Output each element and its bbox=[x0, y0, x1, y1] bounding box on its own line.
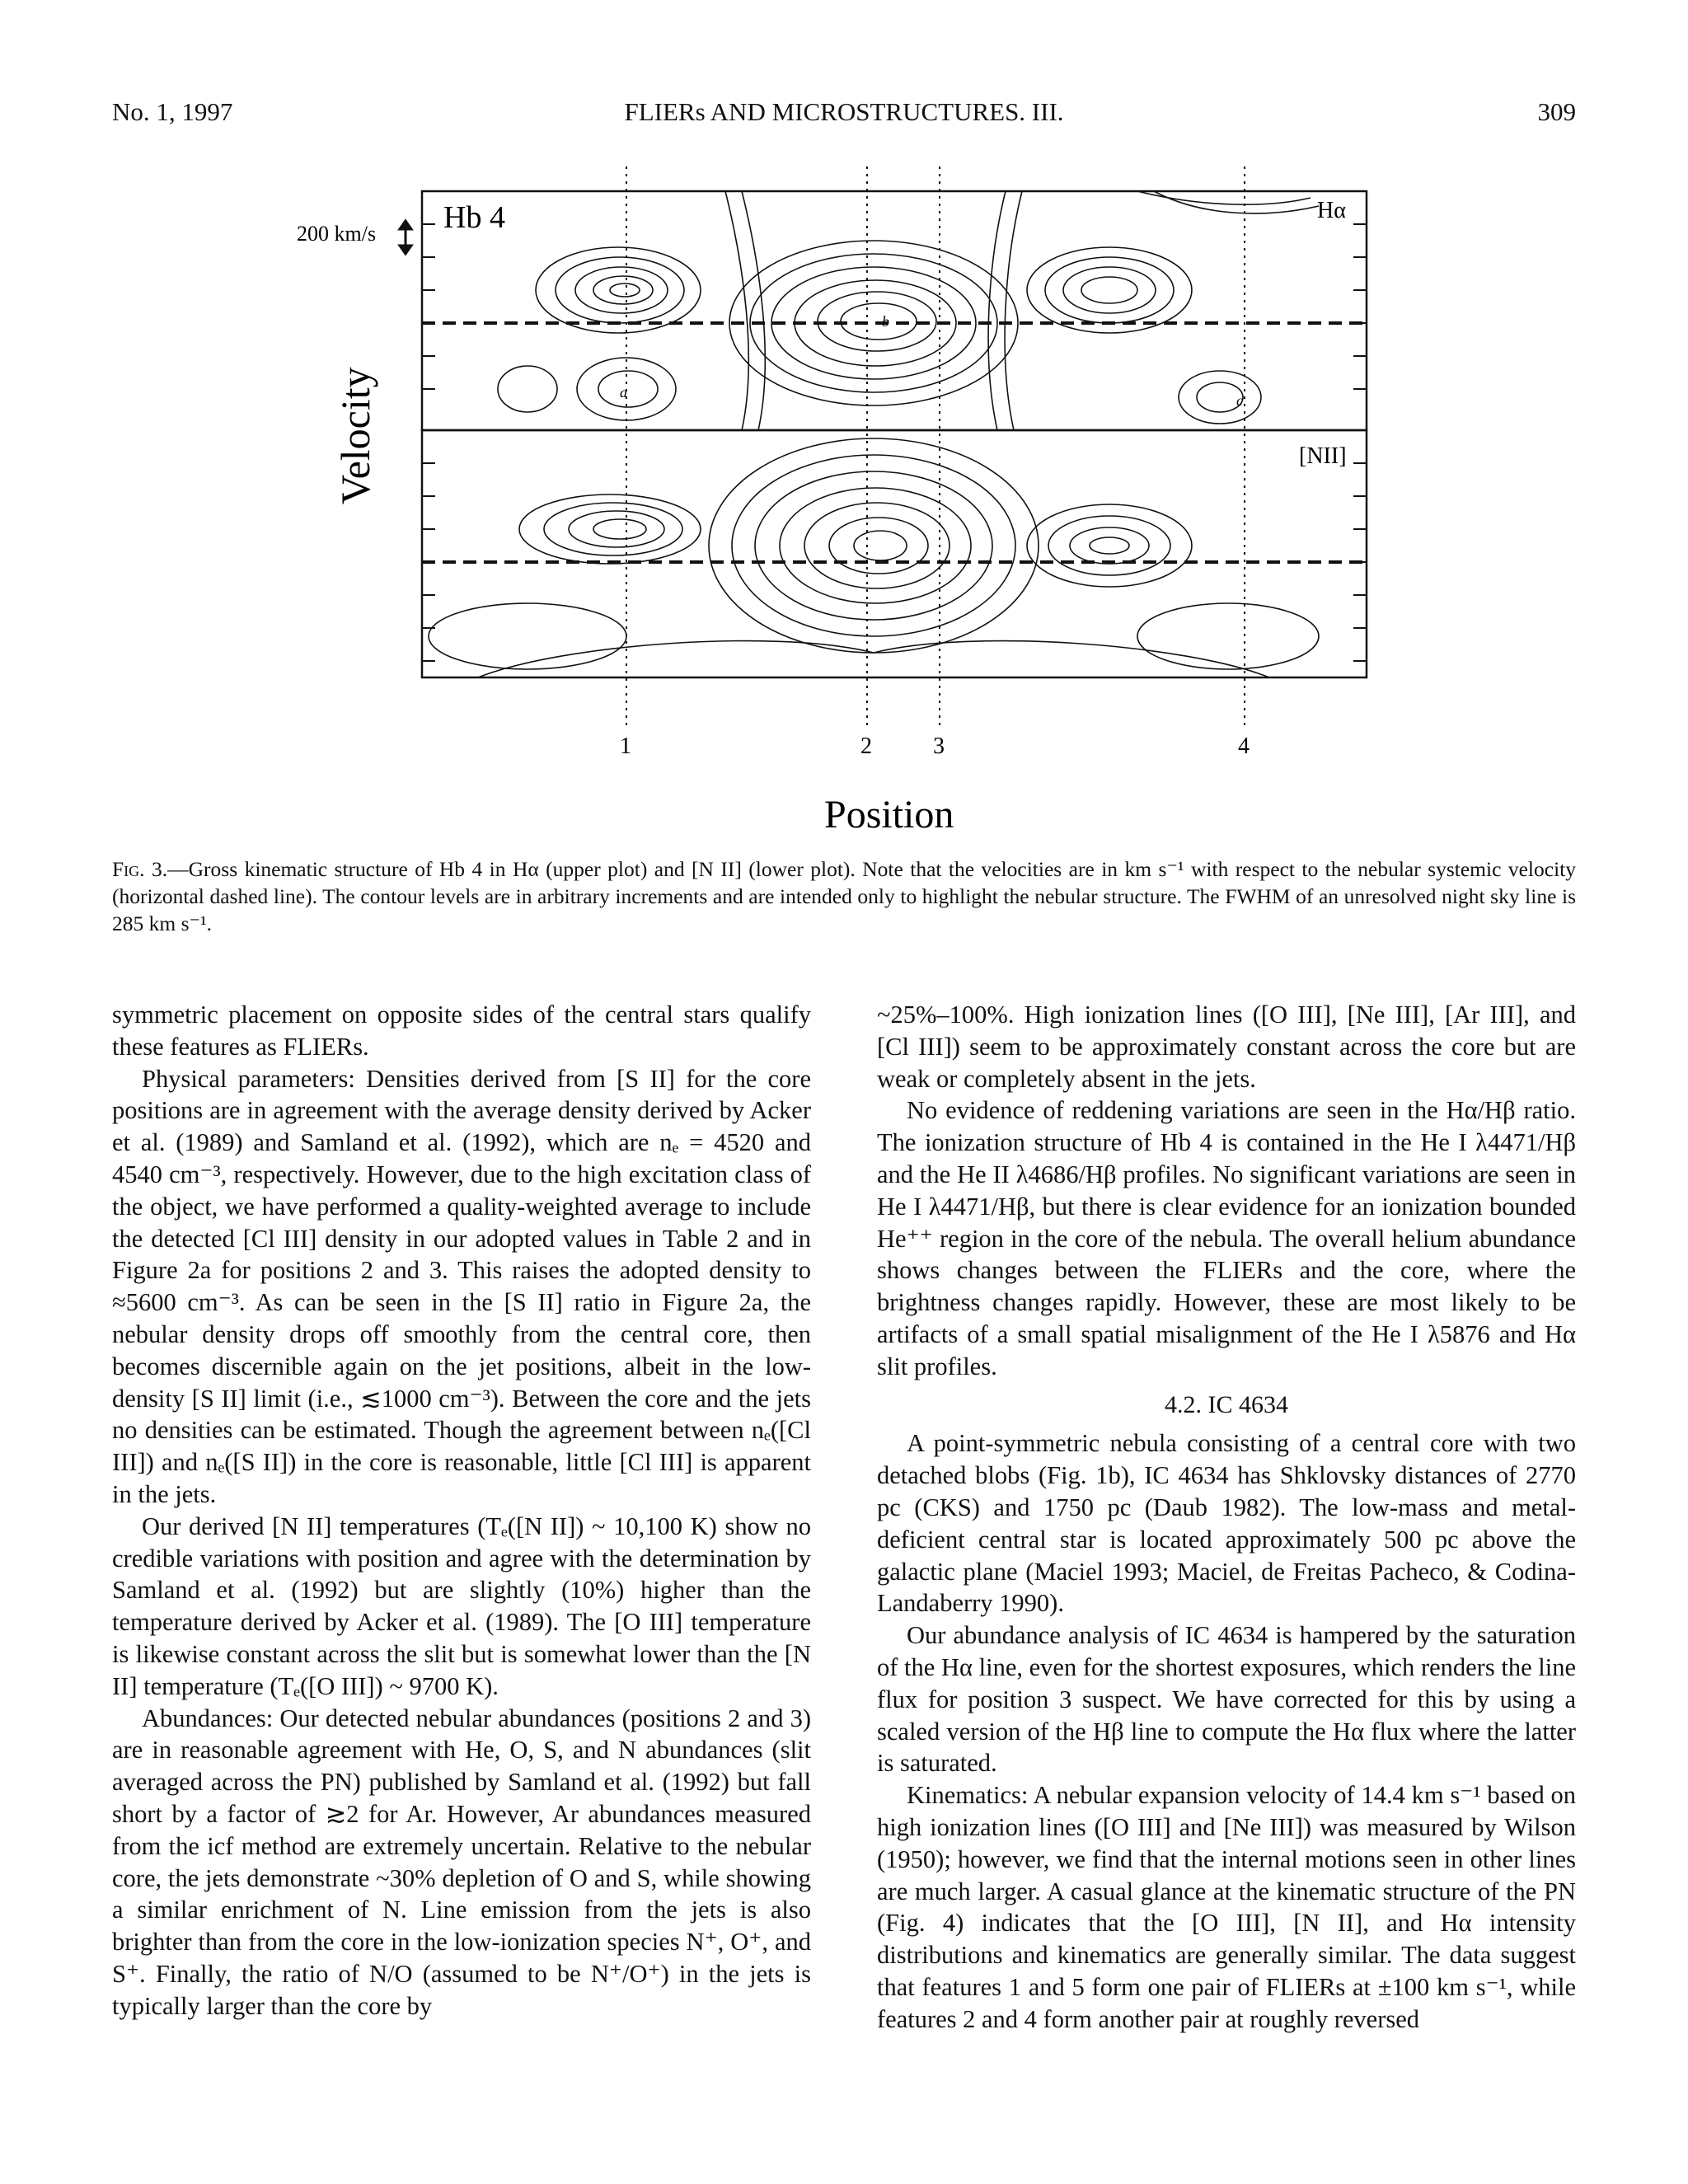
position-label-4: 4 bbox=[1238, 733, 1250, 759]
panel-top-frame bbox=[422, 191, 1367, 430]
position-label-2: 2 bbox=[860, 733, 872, 759]
kinematic-figure bbox=[280, 158, 1385, 867]
contours-lower bbox=[429, 438, 1319, 677]
panel-bottom-line-label: [NII] bbox=[1299, 443, 1347, 469]
page-number: 309 bbox=[1537, 97, 1576, 126]
y-axis-label: Velocity bbox=[332, 367, 378, 504]
scale-label: 200 km/s bbox=[297, 222, 377, 246]
right-column bbox=[877, 999, 1576, 2036]
running-header bbox=[112, 97, 1576, 130]
position-label-3: 3 bbox=[933, 733, 945, 759]
right-paragraph-2: No evidence of reddening variations are seen in the Hα/Hβ ratio. The ionization structure of Hb 4 is contained in the He I λ4471/Hβ and the He II λ4686/Hβ profiles. No significant variations are seen in He I λ4471/Hβ, but there is clear evidence for an ionization bounded He⁺⁺ region in the core of the nebula. The overall helium abundance shows changes between the FLIERs and the core, where the brightness changes rapidly. However, these are most likely to be artifacts of a small spatial misalignment of the He I λ5876 and Hα slit profiles. bbox=[877, 1096, 1576, 1380]
contour-marker-c: c bbox=[1236, 392, 1243, 409]
right-paragraph-3: A point-symmetric nebula consisting of a central core with two detached blobs (Fig. 1b), IC 4634 has Shklovsky distances of 2770 pc (CKS) and 1750 pc (Daub 1982). The low-mass and metal-deficient central star is located approximately 500 pc above the galactic plane (Maciel 1993; Maciel, de Freitas Pacheco, & Codina-Landaberry 1990). bbox=[877, 1429, 1576, 1618]
y-ticks bbox=[422, 224, 1367, 661]
header-title: FLIERs AND MICROSTRUCTURES. III. bbox=[624, 97, 1064, 126]
scale-arrow-icon bbox=[400, 221, 411, 254]
panel-top-object-label: Hb 4 bbox=[443, 200, 505, 235]
left-paragraph-2: Physical parameters: Densities derived from [S II] for the core positions are in agreement with the average density derived by Acker et al. (1989) and Samland et al. (1992), which are nₑ = 4520 and 4540 cm⁻³, respectively. However, due to the high excitation class of the object, we have performed a quality-weighted average to include the detected [Cl III] density in our adopted values in Table 2 and in Figure 2a for positions 2 and 3. This raises the adopted density to ≈5600 cm⁻³. As can be seen in the [S II] ratio in Figure 2a, the nebular density drops off smoothly from the central core, then becomes discernible again on the jet positions, albeit in the low-density [S II] limit (i.e., ≲1000 cm⁻³). Between the core and the jets no densities can be estimated. Though the agreement between nₑ([Cl III]) and nₑ([S II]) in the core is reasonable, little [Cl III] is apparent in the jets. bbox=[112, 1064, 811, 1508]
left-paragraph-1: symmetric placement on opposite sides of the central stars qualify these features as FLIERs. bbox=[112, 1001, 811, 1061]
left-paragraph-4: Abundances: Our detected nebular abundances (positions 2 and 3) are in reasonable agreement with He, O, S, and N abundances (slit averaged across the PN) published by Samland et al. (1992) but fall short by a factor of ≳2 for Ar. However, Ar abundances measured from the icf method are extremely uncertain. Relative to the nebular core, the jets demonstrate ~30% depletion of O and S, while showing a similar enrichment of N. Line emission from the jets is also brighter than from the core in the low-ionization species N⁺, O⁺, and S⁺. Finally, the ratio of N/O (assumed to be N⁺/O⁺) in the jets is typically larger than the core by bbox=[112, 1704, 811, 2020]
right-paragraph-1: ~25%–100%. High ionization lines ([O III], [Ne III], [Ar III], and [Cl III]) seem to be approximately constant across the core but are weak or completely absent in the jets. bbox=[877, 1001, 1576, 1093]
left-paragraph-3: Our derived [N II] temperatures (Tₑ([N II]) ~ 10,100 K) show no credible variations with position and agree with the determination by Samland et al. (1992) but are slightly (10%) higher than the temperature derived by Acker et al. (1989). The [O III] temperature is likewise constant across the slit but is somewhat lower than the [N II] temperature (Tₑ([O III]) ~ 9700 K). bbox=[112, 1511, 811, 1700]
contour-marker-a: a bbox=[620, 384, 627, 401]
caption-text: —Gross kinematic structure of Hb 4 in Hα (upper plot) and [N II] (lower plot). Note that the velocities are in km s⁻¹ with respect to the nebular systemic velocity (horizontal dashed line). The contour levels are in arbitrary increments and are intended only to highlight the nebular structure. The FWHM of an unresolved night sky line is 285 km s⁻¹. bbox=[112, 857, 1576, 935]
right-paragraph-5: Kinematics: A nebular expansion velocity of 14.4 km s⁻¹ based on high ionization lines ([O III] and [Ne III]) was measured by Wilson (1950); however, we find that the internal motions seen in other lines are much larger. A casual glance at the kinematic structure of the PN (Fig. 4) indicates that the [O III], [N II], and Hα intensity distributions and kinematics are generally similar. The data suggest that features 1 and 5 form one pair of FLIERs at ±100 km s⁻¹, while features 2 and 4 form another pair at roughly reversed bbox=[877, 1781, 1576, 2033]
caption-label: Fig. 3. bbox=[112, 857, 168, 881]
x-axis-label: Position bbox=[824, 793, 954, 837]
left-column bbox=[112, 999, 811, 2022]
figure-caption bbox=[112, 855, 1576, 937]
header-issue: No. 1, 1997 bbox=[112, 97, 233, 126]
position-label-1: 1 bbox=[620, 733, 631, 759]
section-heading: 4.2. IC 4634 bbox=[1165, 1390, 1288, 1418]
contour-marker-b: b bbox=[882, 313, 889, 330]
right-paragraph-4: Our abundance analysis of IC 4634 is hampered by the saturation of the Hα line, even for the shortest exposures, which renders the line flux for position 3 suspect. We have corrected for this by using a scaled version of the Hβ line to compute the Hα flux where the latter is saturated. bbox=[877, 1621, 1576, 1778]
panel-bottom-frame bbox=[422, 430, 1367, 677]
panel-top-line-label: Hα bbox=[1317, 198, 1346, 223]
